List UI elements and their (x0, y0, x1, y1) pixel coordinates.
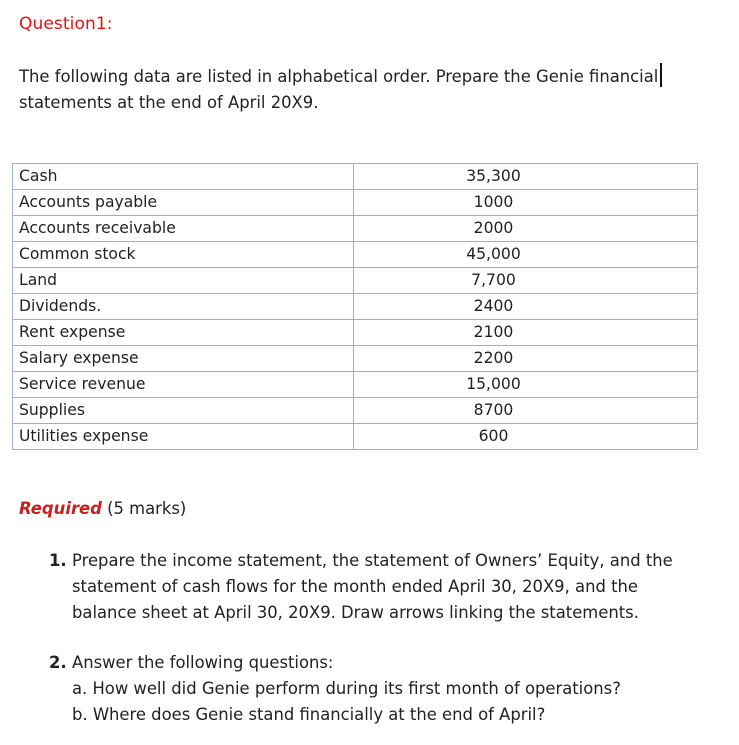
account-label: Cash (13, 164, 354, 190)
account-label: Accounts receivable (13, 216, 354, 242)
account-label: Rent expense (13, 320, 354, 346)
table-row (13, 398, 698, 424)
text-cursor (660, 63, 662, 87)
account-value: 2200 (354, 346, 698, 372)
intro-line-1: The following data are listed in alphabetical order. Prepare the Genie financial (19, 63, 719, 90)
account-value: 1000 (354, 190, 698, 216)
task-number: 1. (49, 551, 67, 570)
table-row (13, 164, 698, 190)
table-row (13, 242, 698, 268)
task-line: b. Where does Genie stand financially at the end of April? (72, 705, 546, 724)
account-value: 2100 (354, 320, 698, 346)
account-label: Salary expense (13, 346, 354, 372)
task-line: Prepare the income statement, the statement of Owners’ Equity, and the (72, 551, 673, 570)
table-row (13, 216, 698, 242)
task-line: statement of cash flows for the month ended April 30, 20X9, and the (72, 577, 638, 596)
task-line: Answer the following questions: (72, 653, 334, 672)
account-label: Land (13, 268, 354, 294)
account-label: Common stock (13, 242, 354, 268)
table-row (13, 320, 698, 346)
task-item-1 (19, 548, 719, 626)
task-line: a. How well did Genie perform during its first month of operations? (72, 679, 621, 698)
task-item-2 (19, 650, 719, 728)
table-row (13, 372, 698, 398)
account-label: Utilities expense (13, 424, 354, 450)
intro-paragraph (19, 63, 719, 116)
account-value: 2400 (354, 294, 698, 320)
required-heading (19, 499, 186, 518)
question-title: Question1: (19, 14, 113, 34)
task-number: 2. (49, 653, 67, 672)
account-label: Dividends. (13, 294, 354, 320)
required-label: Required (19, 499, 102, 518)
table-row (13, 190, 698, 216)
table-row (13, 268, 698, 294)
account-value: 8700 (354, 398, 698, 424)
account-value: 35,300 (354, 164, 698, 190)
account-value: 15,000 (354, 372, 698, 398)
account-label: Supplies (13, 398, 354, 424)
account-value: 600 (354, 424, 698, 450)
account-value: 7,700 (354, 268, 698, 294)
table-row (13, 424, 698, 450)
required-marks: (5 marks) (107, 499, 187, 518)
table-row (13, 346, 698, 372)
account-value: 45,000 (354, 242, 698, 268)
task-list (19, 548, 719, 728)
account-value: 2000 (354, 216, 698, 242)
account-label: Service revenue (13, 372, 354, 398)
intro-line-2: statements at the end of April 20X9. (19, 93, 319, 112)
account-label: Accounts payable (13, 190, 354, 216)
table-row (13, 294, 698, 320)
data-table (12, 163, 698, 450)
task-line: balance sheet at April 30, 20X9. Draw arrows linking the statements. (72, 603, 639, 622)
